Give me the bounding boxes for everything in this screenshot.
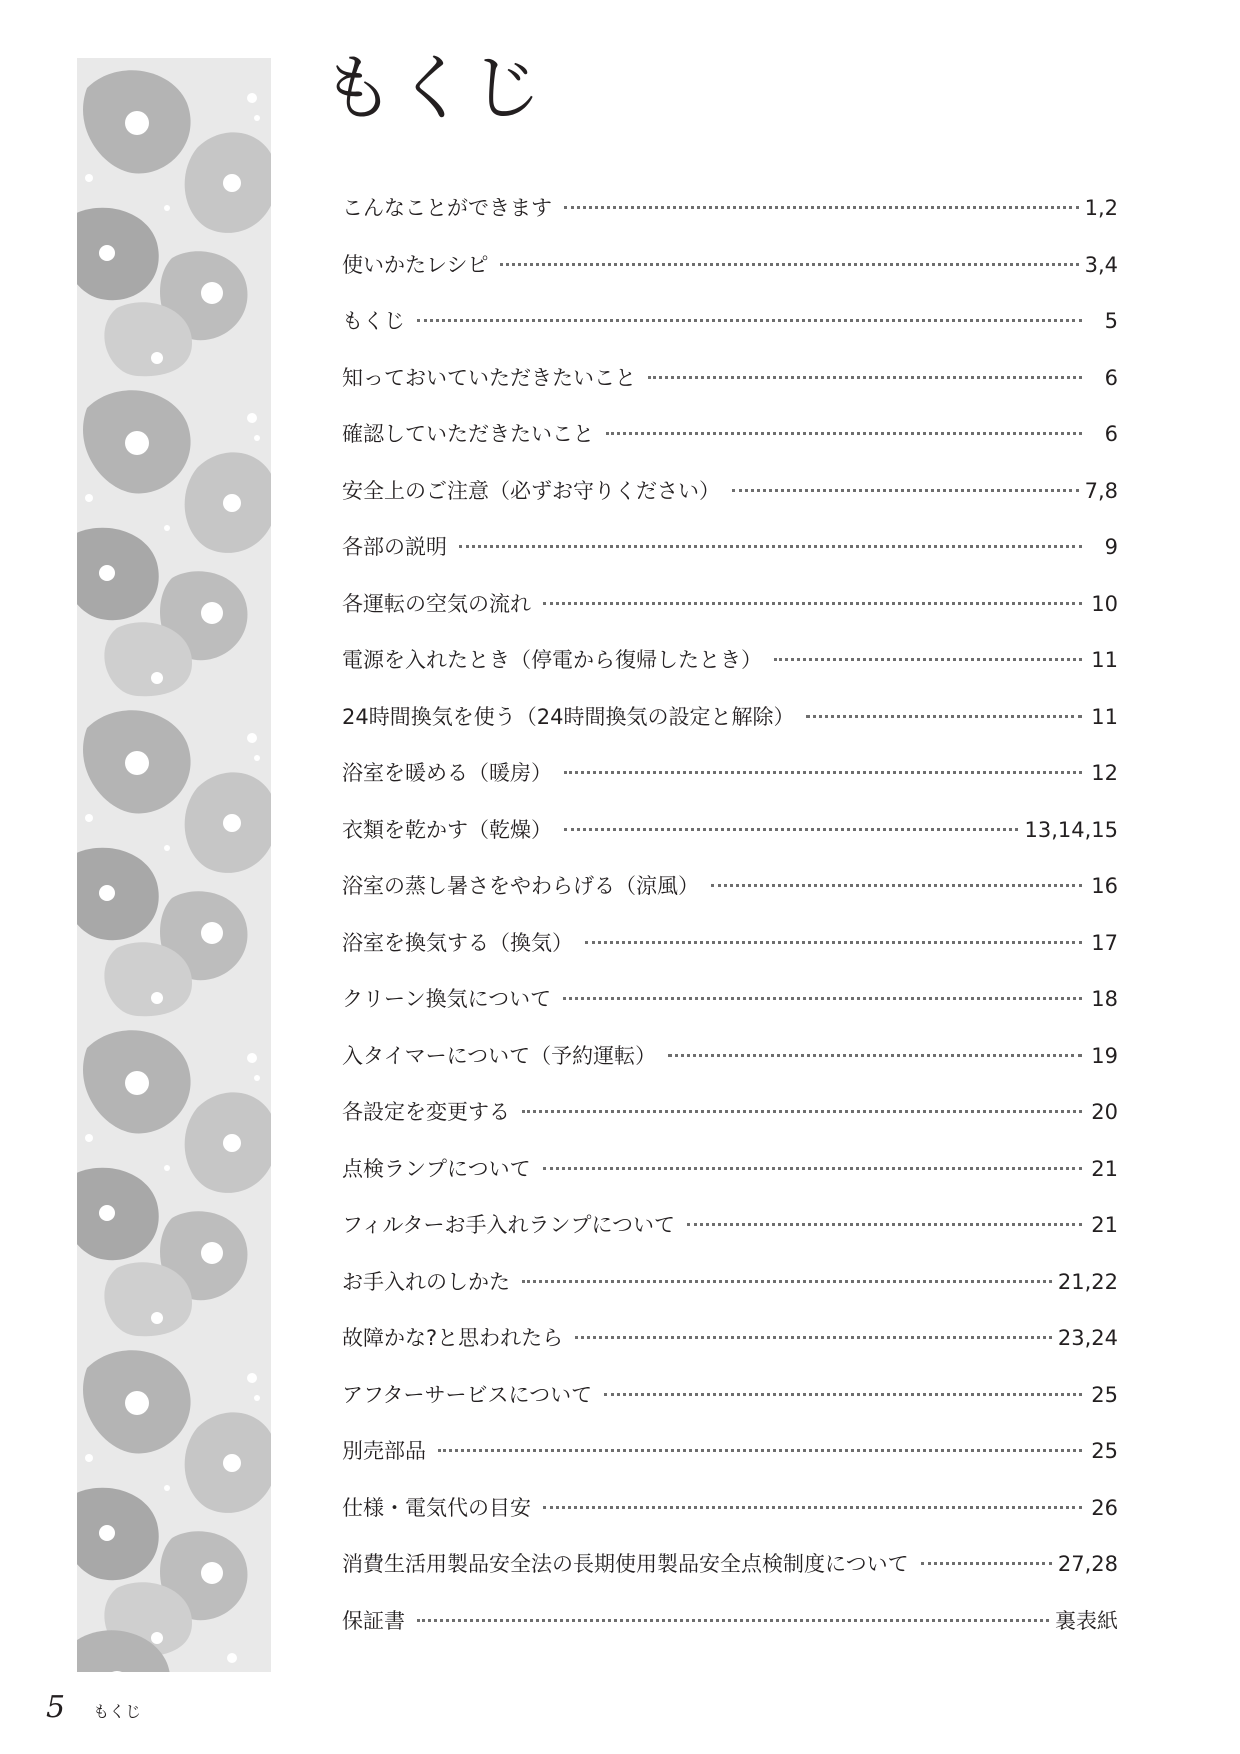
dot-leader: [522, 1109, 1082, 1113]
toc-item[interactable]: [342, 249, 1118, 306]
dot-leader: [417, 1618, 1049, 1622]
toc-item-label: 保証書: [342, 1608, 405, 1633]
toc-item[interactable]: [342, 1548, 1118, 1605]
dot-leader: [606, 431, 1082, 435]
toc-item-page: 19: [1091, 1043, 1118, 1068]
toc-item[interactable]: [342, 1153, 1118, 1210]
toc-item-page: 12: [1091, 761, 1118, 785]
toc-item-label: お手入れのしかた: [342, 1269, 510, 1294]
page-title: もくじ: [322, 46, 545, 130]
dot-leader: [774, 657, 1082, 661]
toc-item-label: もくじ: [342, 309, 405, 333]
toc-item[interactable]: [342, 814, 1118, 871]
toc-item-label: 安全上のご注意（必ずお守りください）: [342, 478, 720, 503]
toc-item-page: 5: [1104, 309, 1118, 333]
page-number: 5: [46, 1690, 66, 1725]
toc-item-page: 18: [1091, 987, 1118, 1011]
toc-item-page: 6: [1104, 422, 1118, 446]
toc-item[interactable]: [342, 644, 1118, 701]
toc-item-page: 16: [1091, 874, 1118, 898]
toc-item[interactable]: [342, 588, 1118, 645]
dot-leader: [459, 544, 1082, 548]
dot-leader: [585, 940, 1082, 944]
toc-item-label: 故障かな?と思われたら: [342, 1326, 564, 1350]
dot-leader: [604, 1392, 1082, 1396]
toc-item[interactable]: [342, 475, 1118, 532]
toc-item[interactable]: [342, 757, 1118, 814]
toc-item-page: 26: [1091, 1495, 1118, 1520]
table-of-contents: [342, 192, 1118, 1661]
toc-item-label: 各部の説明: [342, 535, 447, 559]
toc-item[interactable]: [342, 305, 1118, 362]
toc-item-label: クリーン換気について: [342, 987, 552, 1011]
toc-item-page: 23,24: [1057, 1326, 1118, 1350]
toc-item[interactable]: [342, 362, 1118, 419]
toc-item[interactable]: [342, 1435, 1118, 1492]
toc-item-page: 13,14,15: [1024, 817, 1118, 842]
dot-leader: [711, 883, 1082, 887]
toc-item[interactable]: [342, 1209, 1118, 1266]
toc-item[interactable]: [342, 1492, 1118, 1549]
dot-leader: [543, 1166, 1082, 1170]
toc-item-label: 浴室を暖める（暖房）: [342, 761, 552, 785]
toc-item-page: 17: [1091, 930, 1118, 955]
toc-item[interactable]: [342, 983, 1118, 1040]
toc-item-label: 衣類を乾かす（乾燥）: [342, 817, 552, 842]
toc-item-label: 各運転の空気の流れ: [342, 591, 531, 616]
toc-item[interactable]: [342, 192, 1118, 249]
toc-item-page: 11: [1091, 648, 1118, 672]
toc-item[interactable]: [342, 1322, 1118, 1379]
footer-section-label: もくじ: [93, 1702, 142, 1721]
dot-leader: [417, 318, 1082, 322]
toc-item-label: 別売部品: [342, 1439, 426, 1463]
toc-item-label: 点検ランプについて: [342, 1156, 531, 1181]
toc-item-label: アフターサービスについて: [342, 1382, 593, 1407]
toc-item-page: 21: [1091, 1156, 1118, 1181]
dot-leader: [921, 1561, 1052, 1565]
dot-leader: [564, 827, 1018, 831]
dot-leader: [687, 1222, 1082, 1226]
dot-leader: [543, 1505, 1082, 1509]
toc-item[interactable]: [342, 1379, 1118, 1436]
toc-item-page: 7,8: [1084, 478, 1118, 503]
toc-item-page: 25: [1091, 1439, 1118, 1463]
toc-item-page: 3,4: [1084, 252, 1118, 277]
toc-item-page: 10: [1091, 591, 1118, 616]
toc-item-page: 21: [1091, 1213, 1118, 1237]
toc-item-label: 消費生活用製品安全法の長期使用製品安全点検制度について: [342, 1552, 909, 1576]
toc-item-label: 各設定を変更する: [342, 1100, 510, 1124]
blob-pattern: [77, 58, 271, 1672]
toc-item-page: 6: [1104, 365, 1118, 390]
toc-item-page: 21,22: [1057, 1269, 1118, 1294]
toc-item-label: 知っておいていただきたいこと: [342, 365, 636, 390]
toc-item-label: 使いかたレシピ: [342, 252, 489, 277]
toc-item-page: 11: [1091, 704, 1118, 729]
toc-item[interactable]: [342, 701, 1118, 758]
dot-leader: [668, 1053, 1082, 1057]
page-footer: [46, 1690, 141, 1725]
dot-leader: [522, 1279, 1052, 1283]
toc-item-page: 1,2: [1084, 196, 1118, 220]
toc-item[interactable]: [342, 1096, 1118, 1153]
toc-item[interactable]: [342, 1266, 1118, 1323]
toc-item-page: 20: [1091, 1100, 1118, 1124]
dot-leader: [564, 205, 1079, 209]
toc-item-page: 25: [1091, 1382, 1118, 1407]
toc-item[interactable]: [342, 1605, 1118, 1662]
toc-item[interactable]: [342, 927, 1118, 984]
toc-item-label: 入タイマーについて（予約運転）: [342, 1043, 657, 1068]
dot-leader: [806, 714, 1082, 718]
toc-item-page: 9: [1104, 535, 1118, 559]
toc-item-label: 24時間換気を使う（24時間換気の設定と解除）: [342, 704, 795, 729]
dot-leader: [500, 262, 1078, 266]
dot-leader: [575, 1335, 1052, 1339]
toc-item-label: 浴室の蒸し暑さをやわらげる（涼風）: [342, 874, 699, 898]
toc-item-page: 27,28: [1057, 1552, 1118, 1576]
toc-item[interactable]: [342, 870, 1118, 927]
dot-leader: [732, 488, 1079, 492]
toc-item-label: 浴室を換気する（換気）: [342, 930, 573, 955]
toc-item[interactable]: [342, 531, 1118, 588]
dot-leader: [543, 601, 1082, 605]
dot-leader: [648, 375, 1082, 379]
toc-item-label: 確認していただきたいこと: [342, 422, 594, 446]
dot-leader: [438, 1448, 1082, 1452]
toc-item-label: こんなことができます: [342, 196, 552, 220]
toc-item-label: 仕様・電気代の目安: [342, 1495, 531, 1520]
toc-item-page: 裏表紙: [1055, 1608, 1118, 1633]
dot-leader: [564, 770, 1082, 774]
toc-item-label: フィルターお手入れランプについて: [342, 1213, 676, 1237]
decorative-pattern-strip: [77, 58, 271, 1672]
toc-item[interactable]: [342, 418, 1118, 475]
toc-item[interactable]: [342, 1040, 1118, 1097]
toc-item-label: 電源を入れたとき（停電から復帰したとき）: [342, 648, 762, 672]
dot-leader: [563, 996, 1082, 1000]
